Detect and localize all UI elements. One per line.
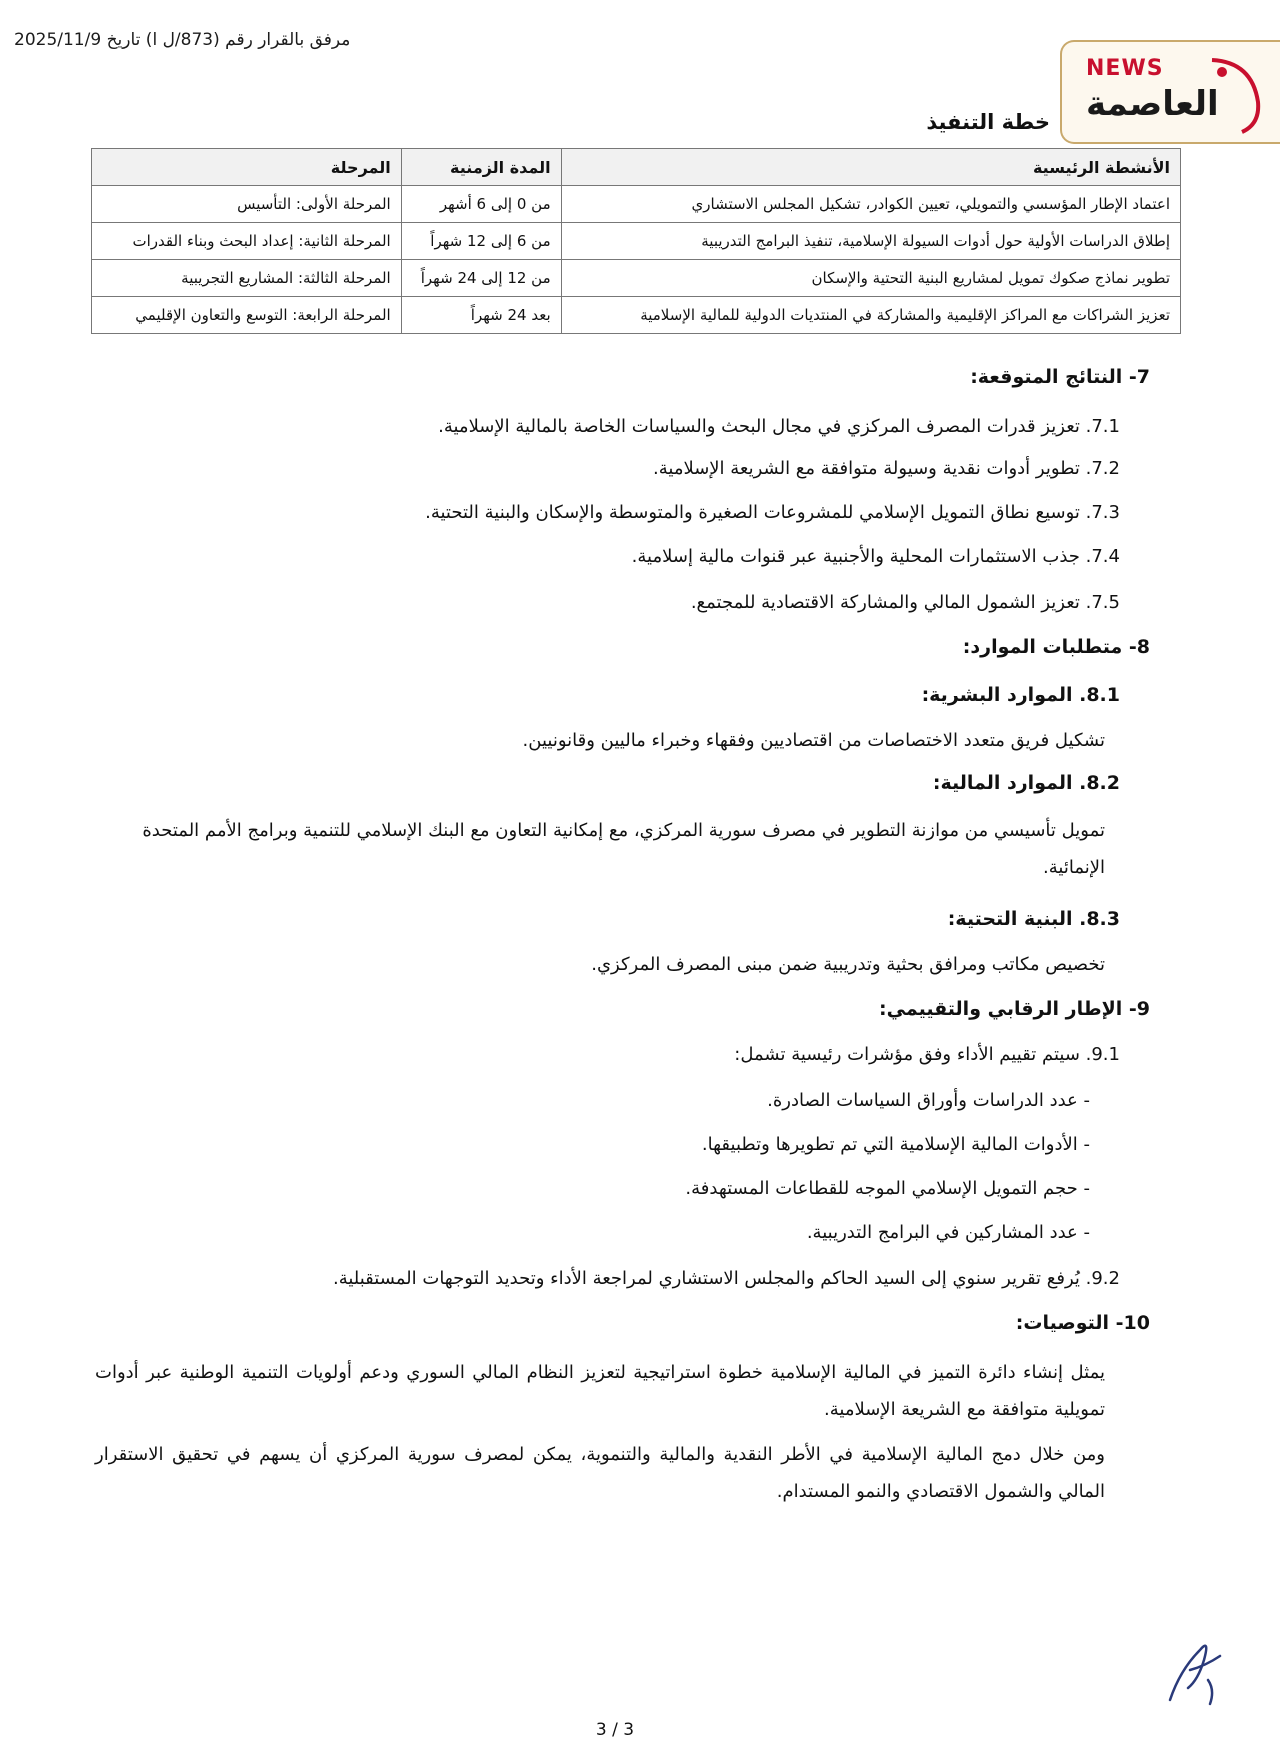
cell-duration: بعد 24 شهراً: [401, 297, 561, 334]
signature-icon: [1160, 1630, 1230, 1710]
page-number: 3 / 3: [595, 1720, 635, 1740]
human-resources-heading: 8.1. الموارد البشرية:: [921, 684, 1120, 706]
section-title: خطة التنفيذ: [926, 110, 1050, 134]
expected-result-item: 7.4. جذب الاستثمارات المحلية والأجنبية عبر قنوات مالية إسلامية.: [631, 546, 1120, 567]
expected-result-item: 7.1. تعزيز قدرات المصرف المركزي في مجال البحث والسياسات الخاصة بالمالية الإسلامية.: [438, 416, 1120, 437]
expected-result-item: 7.3. توسيع نطاق التمويل الإسلامي للمشروعات الصغيرة والمتوسطة والإسكان والبنية التحتية.: [425, 502, 1120, 523]
cell-phase: المرحلة الثانية: إعداد البحث وبناء القدرات: [92, 223, 402, 260]
indicator-bullet: - الأدوات المالية الإسلامية التي تم تطويرها وتطبيقها.: [701, 1134, 1090, 1155]
indicator-bullet: - حجم التمويل الإسلامي الموجه للقطاعات المستهدفة.: [685, 1178, 1090, 1199]
cell-phase: المرحلة الأولى: التأسيس: [92, 186, 402, 223]
infrastructure-heading: 8.3. البنية التحتية:: [947, 908, 1120, 930]
table-header-row: [92, 149, 1181, 186]
implementation-plan-table: [91, 148, 1181, 334]
evaluation-item: 9.1. سيتم تقييم الأداء وفق مؤشرات رئيسية تشمل:: [734, 1044, 1120, 1065]
cell-duration: من 6 إلى 12 شهراً: [401, 223, 561, 260]
table-row: [92, 223, 1181, 260]
cell-phase: المرحلة الثالثة: المشاريع التجريبية: [92, 260, 402, 297]
financial-resources-text: تمويل تأسيسي من موازنة التطوير في مصرف سورية المركزي، مع إمكانية التعاون مع البنك الإسلامي للتنمية وبرامج الأمم المتحدة الإنمائية.: [142, 820, 1105, 878]
section-7-heading: 7- النتائج المتوقعة:: [970, 366, 1150, 388]
section-9-heading: 9- الإطار الرقابي والتقييمي:: [879, 998, 1150, 1020]
cell-duration: من 0 إلى 6 أشهر: [401, 186, 561, 223]
indicator-bullet: - عدد المشاركين في البرامج التدريبية.: [806, 1222, 1090, 1243]
cell-phase: المرحلة الرابعة: التوسع والتعاون الإقليمي: [92, 297, 402, 334]
cell-duration: من 12 إلى 24 شهراً: [401, 260, 561, 297]
recommendation-paragraph: ومن خلال دمج المالية الإسلامية في الأطر النقدية والمالية والتنموية، يمكن لمصرف سورية المركزي أن يسهم في تحقيق الاستقرار المالي والشمول الاقتصادي والنمو المستدام.: [95, 1444, 1105, 1502]
cell-activities: تعزيز الشراكات مع المراكز الإقليمية والمشاركة في المنتديات الدولية للمالية الإسلامية: [561, 297, 1180, 334]
news-logo: [1060, 40, 1280, 144]
cell-activities: اعتماد الإطار المؤسسي والتمويلي، تعيين الكوادر، تشكيل المجلس الاستشاري: [561, 186, 1180, 223]
section-8-heading: 8- متطلبات الموارد:: [962, 636, 1150, 658]
human-resources-text: تشكيل فريق متعدد الاختصاصات من اقتصاديين وفقهاء وخبراء ماليين وقانونيين.: [522, 730, 1105, 751]
cell-activities: تطوير نماذج صكوك تمويل لمشاريع البنية التحتية والإسكان: [561, 260, 1180, 297]
table-row: [92, 186, 1181, 223]
logo-news-text: NEWS: [1086, 56, 1164, 81]
table-row: [92, 297, 1181, 334]
cell-activities: إطلاق الدراسات الأولية حول أدوات السيولة الإسلامية، تنفيذ البرامج التدريبية: [561, 223, 1180, 260]
recommendation-paragraph: يمثل إنشاء دائرة التميز في المالية الإسلامية خطوة استراتيجية لتعزيز النظام المالي السوري ودعم أولويات التنمية الوطنية عبر أدوات تمويلية متوافقة مع الشريعة الإسلامية.: [95, 1362, 1105, 1420]
table-row: [92, 260, 1181, 297]
indicator-bullet: - عدد الدراسات وأوراق السياسات الصادرة.: [767, 1090, 1090, 1111]
financial-resources-heading: 8.2. الموارد المالية:: [932, 772, 1120, 794]
expected-result-item: 7.2. تطوير أدوات نقدية وسيولة متوافقة مع الشريعة الإسلامية.: [653, 458, 1120, 479]
infrastructure-text: تخصيص مكاتب ومرافق بحثية وتدريبية ضمن مبنى المصرف المركزي.: [591, 954, 1105, 975]
evaluation-item: 9.2. يُرفع تقرير سنوي إلى السيد الحاكم والمجلس الاستشاري لمراجعة الأداء وتحديد التوجهات المستقبلية.: [332, 1268, 1120, 1289]
section-10-heading: 10- التوصيات:: [1015, 1312, 1150, 1334]
expected-result-item: 7.5. تعزيز الشمول المالي والمشاركة الاقتصادية للمجتمع.: [690, 592, 1120, 613]
header-phase: المرحلة: [92, 149, 402, 186]
header-duration: المدة الزمنية: [401, 149, 561, 186]
attachment-reference: مرفق بالقرار رقم (873/ل ا) تاريخ 2025/11/9: [14, 30, 351, 50]
logo-name-text: العاصمة: [1086, 84, 1219, 124]
header-activities: الأنشطة الرئيسية: [561, 149, 1180, 186]
